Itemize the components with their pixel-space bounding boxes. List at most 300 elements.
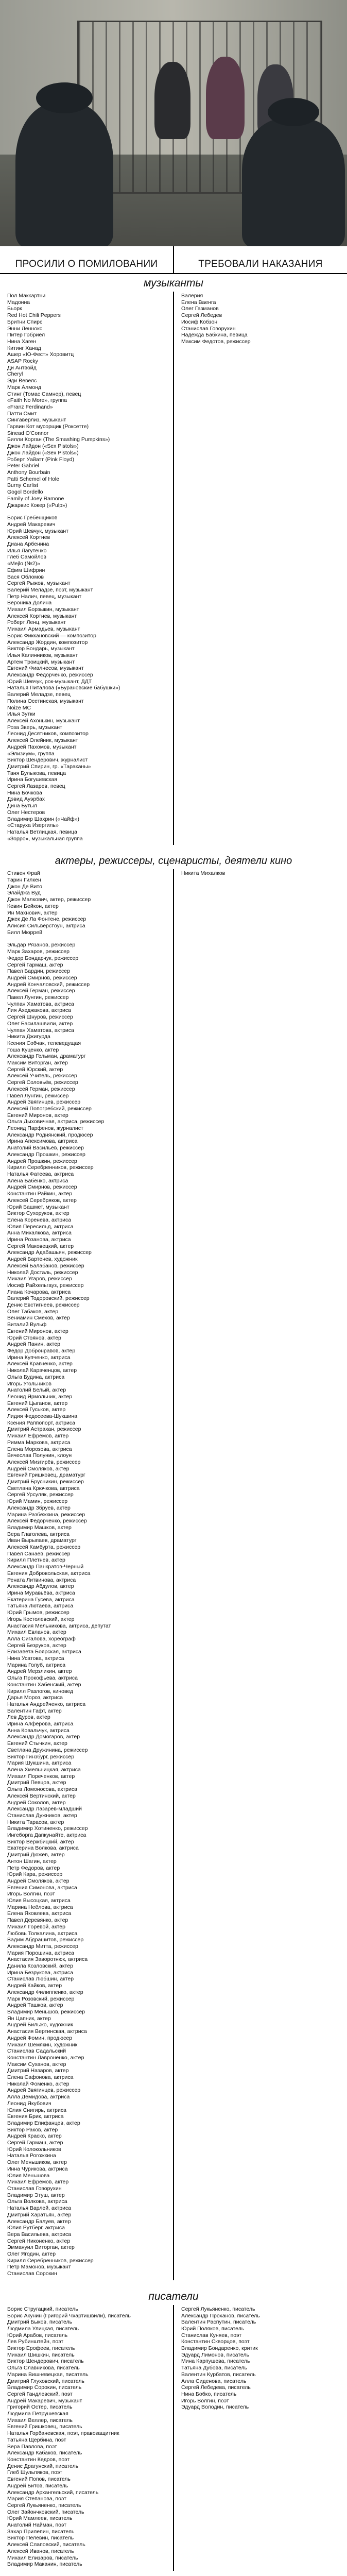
section-title: писатели [148, 2290, 199, 2302]
list-item: Александр Лазарев-младший [7, 1806, 82, 1812]
list-item: Таня Булыкова, певица [7, 770, 66, 776]
list-item: Чулпан Хаматова, актриса [7, 1001, 74, 1007]
list-item: Вениамин Смехов, актер [7, 1315, 70, 1321]
list-item: Станислав Любшин, актер [7, 1976, 74, 1982]
list-item: Тарин Гилкен [7, 877, 41, 884]
list-item: Алексей Серебряков, актер [7, 1197, 77, 1204]
list-item: Эдуард Володин, писатель [181, 2404, 249, 2411]
list-item: Петр Федоров, актер [7, 1865, 60, 1871]
list-item: Патти Смит [7, 410, 37, 417]
list-item: Кирилл Плетнев, актер [7, 1557, 65, 1564]
list-item: Павел Бардин, режиссер [7, 968, 70, 975]
list-item: Андрей Бартенев, художник [7, 1256, 78, 1263]
list-item: Сергей Рыжов, музыкант [7, 580, 71, 587]
list-item: Эммануил Виторган, актер [7, 2244, 75, 2251]
list-item: Дмитрий Назаров, актер [7, 2067, 69, 2074]
list-item: «Faith No More», группа [7, 397, 67, 404]
list-item: Рената Литвинова, актриса [7, 1577, 76, 1583]
list-item: Сергей Лебедева, писатель [181, 2384, 251, 2391]
officer-cap [268, 98, 319, 126]
list-item: Людмила Улицкая, писатель [7, 2325, 79, 2332]
list-item: Денис Драгунский, писатель [7, 2463, 79, 2469]
list-item: Наталья Фатеева, актриса [7, 1171, 74, 1177]
header-left: ПРОСИЛИ О ПОМИЛОВАНИИ [0, 246, 174, 273]
list-item: Ингеборга Дапкунайте, актриса [7, 1832, 86, 1839]
list-item: Александр Федорченко, режиссер [7, 672, 93, 679]
list-item: Алла Демидова, актриса [7, 2094, 70, 2100]
list-item: Татьяна Щербина, поэт [7, 2436, 66, 2443]
list-item: Алексей Федорченко, режиссер [7, 1518, 87, 1524]
list-item: Татьяна Лютаева, актриса [7, 1603, 74, 1609]
list-item: Сергей Никоненко, актер [7, 2238, 71, 2244]
list-item: Сергей Лукьяненко, писатель [7, 2502, 81, 2509]
list-item: Игорь Костолевский, актер [7, 1616, 75, 1622]
list-item: Олег Басилашвили, актер [7, 1020, 73, 1027]
list-item: Светлана Дружинина, режиссер [7, 1747, 88, 1753]
list-item: Элайджа Вуд [7, 890, 41, 896]
list-item: Андрей Пахомов, музыкант [7, 743, 77, 750]
list-item: Станислав Куняев, поэт [181, 2332, 242, 2338]
list-item: Gogol Bordello [7, 489, 43, 496]
list-item: Елена Сафонова, актриса [7, 2074, 74, 2081]
list-item: Леонид Десятников, композитор [7, 731, 89, 737]
list-item: Андрей Краско, актер [7, 2133, 62, 2140]
list-item: Лиана Кочарова, актриса [7, 1289, 71, 1295]
list-item: Владимир Этуш, актер [7, 2192, 65, 2198]
list-item: Сергей Лазарев, певец [7, 783, 65, 790]
list-item: Никита Михалков [181, 870, 225, 877]
list-item: Андрей Битов, писатель [7, 2482, 68, 2489]
list-item: Владимир Бондаренко, критик [181, 2345, 258, 2352]
list-item: Станислав Говорухин [7, 2185, 62, 2192]
list-item: Анастасия Вертинская, актриса [7, 2028, 87, 2035]
list-item: Елена Ваенга [181, 299, 216, 306]
list-item: Анна Ковальчук, актриса [7, 1727, 70, 1734]
list-item: Алексей Попогребский, режиссер [7, 1105, 92, 1112]
pardon-column [0, 2305, 174, 2571]
list-item: Чулпан Хаматова, актриса [7, 1027, 74, 1033]
list-item: Ирина Розанова, актриса [7, 1236, 71, 1243]
list-item: Вячеслав Полунин, клоун [7, 1452, 72, 1459]
list-item: Павел Санаев, режиссер [7, 1550, 71, 1557]
list-item: Наталья Варлей, актриса [7, 2205, 72, 2212]
list-item: Евгений Фиалнесов, музыкант [7, 665, 84, 672]
list-item: Михаил Евланов, актер [7, 1629, 66, 1636]
list-item: Дмитрий Брусникин, режиссер [7, 1479, 84, 1485]
list-item: Виктор Пелевин, писатель [7, 2535, 74, 2541]
list-item: Денис Евстигнеев, режиссер [7, 1302, 80, 1309]
list-item: Константин Райкин, актер [7, 1191, 73, 1197]
list-item: Илья Калинников, музыкант [7, 652, 78, 658]
list-item: Захар Прилепин, писатель [7, 2528, 75, 2535]
list-item: Михаил Борзыкин, музыкант [7, 606, 79, 613]
list-item: Алексей Иванов, писатель [7, 2548, 74, 2554]
list-item: Сергей Соловьёв, режиссер [7, 1079, 78, 1086]
list-item: Сергей Лукьяненко, писатель [181, 2306, 255, 2312]
list-item: Кирилл Серебренников, режиссер [7, 2257, 94, 2264]
list-item: Владимир Сорокин, писатель [7, 2384, 82, 2391]
list-item: Ольга Славникова, писатель [7, 2365, 80, 2371]
list-item: Алексей Гуськов, актер [7, 1406, 66, 1413]
list-item: Алексей Ахонькин, музыкант [7, 718, 80, 724]
list-item: Александр Домогаров, актер [7, 1734, 80, 1740]
list-item: Алексей Вертинский, актер [7, 1792, 76, 1799]
list-item: Бритни Спирс [7, 318, 43, 325]
list-item: Михаил Армадьев, музыкант [7, 626, 80, 633]
list-item: Сергей Лебедев [181, 312, 222, 319]
list-item: Михаил Елизаров, писатель [7, 2554, 78, 2561]
list-item: Энни Леннокс [7, 325, 43, 332]
list-item: Наталья Андрейченко, актриса [7, 1701, 86, 1707]
list-item: Андрей Мерзликин, актер [7, 1668, 72, 1675]
list-item: Любовь Толкалина, актриса [7, 1930, 78, 1937]
list-item: Юрий Арабов, писатель [7, 2332, 68, 2338]
list-item: Дмитрий Астрахан, режиссер [7, 1426, 81, 1433]
list-item: Вероника Долина [7, 600, 52, 606]
list-item: Алена Бабенко, актриса [7, 1177, 68, 1184]
list-item: Михаил Горевой, актер [7, 1923, 65, 1930]
list-item: Алла Сигалова, хореограф [7, 1635, 76, 1642]
list-item: Константин Лавроненко, актер [7, 2054, 84, 2061]
list-item: Марина Разбежкина, режиссер [7, 1511, 85, 1518]
list-item: Александр Абдулов, актер [7, 1583, 74, 1590]
list-item: Валерий Меладзе, певец [7, 691, 71, 698]
list-item: Юлия Снигирь, актриса [7, 2107, 66, 2113]
list-item: Валентин Распутин, писатель [181, 2319, 256, 2326]
list-item: Дина Бутыл [7, 803, 37, 809]
list-item: Владимир Шахрин («Чайф») [7, 816, 79, 822]
list-item: Юрий Башмет, музыкант [7, 1204, 70, 1210]
list-item: Николай Досталь, режиссер [7, 1269, 78, 1276]
list-item: Марина Вишневецкая, писатель [7, 2371, 89, 2378]
list-item: Мария Шукшина, актриса [7, 1760, 72, 1767]
list-item: Ирина Алфёрова, актриса [7, 1721, 74, 1727]
list-item: Нина Хаген [7, 338, 37, 345]
list-item: Станислав Сорокин [7, 2270, 57, 2277]
list-item: Юрий Стоянов, актер [7, 1334, 61, 1341]
list-item: Алексей Кортнев, музыкант [7, 613, 77, 619]
list-item: Peter Gabriel [7, 463, 39, 469]
punish-column [174, 292, 347, 845]
list-item: Кевин Бейкон, актер [7, 903, 59, 909]
list-item: Павел Лунгин, режиссер [7, 994, 69, 1001]
list-item: Владимир Маканин, писатель [7, 2561, 82, 2568]
list-item: Никита Тарасов, актер [7, 1819, 64, 1825]
list-item: Виктор Шендерович, журналист [7, 757, 88, 764]
list-item: Билл Мюррей [7, 929, 42, 936]
list-item: Дмитрий Дюжев, актер [7, 1852, 65, 1858]
section-columns [0, 2305, 347, 2571]
list-item: Юлия Высоцкая, актриса [7, 1897, 71, 1904]
list-item: Иван Вырыпаев, драматург [7, 1537, 77, 1544]
list-item: Алексей Герман, режиссер [7, 1086, 75, 1092]
list-item: Лидия Федосеева-Шукшина [7, 1413, 78, 1420]
section-separator [0, 2280, 347, 2287]
list-item: Евгений Попов, писатель [7, 2476, 71, 2483]
list-item: Елена Яковлева, актриса [7, 1910, 72, 1917]
list-item: Павел Деревянко, актер [7, 1917, 68, 1924]
list-item: Виктор Шендерович, писатель [7, 2358, 84, 2365]
list-item: Юрий Грымов, режиссер [7, 1609, 70, 1616]
officer-figure [15, 103, 113, 246]
list-item: Алексей Кравченко, актер [7, 1361, 73, 1367]
list-item: Андрей Макаревич, музыкант [7, 2397, 82, 2404]
list-item: Полина Осетинская, музыкант [7, 698, 84, 704]
list-item: Марина Голуб, актриса [7, 1662, 66, 1668]
list-item: Билли Корган (The Smashing Pumpkins») [7, 436, 110, 443]
list-item: Red Hot Chili Peppers [7, 312, 61, 319]
list-item: «Mejlo (№2)» [7, 561, 40, 567]
list-item: Максим Виторган, актер [7, 1060, 68, 1066]
list-item: Сингаверлиз, музыкант [7, 417, 66, 423]
list-item: Евгений Гришковец, писатель [7, 2424, 82, 2430]
list-item: Константин Кедров, поэт [7, 2456, 70, 2463]
list-item: Юлия Рутберг, актриса [7, 2225, 65, 2231]
list-item: Михаил Пореченков, актер [7, 1773, 75, 1780]
list-gap [7, 509, 169, 515]
list-item: «Старуха Изергиль» [7, 822, 59, 829]
list-item: Федор Бондарчук, режиссер [7, 955, 79, 961]
list-item: Виктор Бондарь, музыкант [7, 646, 75, 652]
list-item: ASAP Rocky [7, 358, 38, 365]
list-item: Максим Суханов, актер [7, 2061, 66, 2067]
list-item: Алексей Слаповский, писатель [7, 2541, 85, 2548]
list-item: Алексей Герман, режиссер [7, 988, 75, 994]
list-item: Андрей Панин, актер [7, 1341, 60, 1348]
list-item: Татьяна Дубова, писатель [181, 2365, 247, 2371]
section-title: музыканты [144, 277, 203, 289]
list-item: Светлана Крючкова, актриса [7, 1485, 80, 1492]
list-item: Евгений Миронов, актер [7, 1328, 68, 1334]
list-item: Григорий Остер, писатель [7, 2404, 73, 2411]
list-item: Владимир Меньшов, режиссер [7, 2009, 85, 2015]
list-item: Дмитрий Быков, писатель [7, 2319, 73, 2326]
list-item: Sinead O'Connor [7, 430, 49, 436]
list-item: Александр Роднянский, продюсер [7, 1131, 93, 1138]
list-item: Анна Михалкова, актриса [7, 1230, 72, 1236]
list-item: Евгений Цыганов, актер [7, 1400, 68, 1406]
list-item: Ирина Купченко, актриса [7, 1354, 71, 1361]
list-item: Евгения Симонова, актриса [7, 1884, 77, 1891]
list-item: Сергей Гармаш, актер [7, 961, 63, 968]
list-item: Станислав Дужников, актер [7, 1812, 77, 1819]
list-item: Петр Налич, певец, музыкант [7, 593, 82, 600]
list-item: Илья Лагутенко [7, 547, 47, 554]
section-columns [0, 869, 347, 2280]
list-item: Юлия Меньшова [7, 2172, 50, 2179]
list-item: Вера Глаголева, актриса [7, 1531, 70, 1537]
list-item: Андрей Кончаловский, режиссер [7, 981, 90, 988]
list-item: Римма Маркова, актриса [7, 1439, 71, 1446]
list-item: Борис Фиккановский — композитор [7, 632, 96, 639]
list-item: Людмила Петрушевская [7, 2411, 68, 2417]
punish-column [174, 869, 347, 2280]
list-item: Валентин Курбатов, писатель [181, 2371, 256, 2378]
list-item: Дмитрий Харатьян, актер [7, 2211, 72, 2218]
list-item: Андрей Звягинцев, режиссер [7, 1099, 81, 1106]
list-item: Алексей Балабанов, режиссер [7, 1262, 84, 1269]
section-columns [0, 292, 347, 845]
list-item: Ксения Раппопорт, актриса [7, 1419, 75, 1426]
list-item: Игорь Волгин, поэт [7, 1891, 55, 1897]
list-item: Игорь Волгин, поэт [181, 2397, 229, 2404]
list-item: Наталья Рогожкина [7, 2153, 56, 2159]
list-item: Виктор Ерофеев, писатель [7, 2345, 75, 2352]
list-item: Алексей Кортнев [7, 534, 50, 541]
list-item: Николай Караченцов, актер [7, 1367, 77, 1374]
list-item: Глеб Самойлов [7, 554, 47, 561]
list-item: Анастасия Заворотнюк, актриса [7, 1956, 88, 1963]
list-item: Александр Збруев, актер [7, 1504, 71, 1511]
list-item: Ольга Волкова, актриса [7, 2198, 67, 2205]
list-item: Михаил Шемякин, художник [7, 2041, 78, 2048]
list-item: Алена Хмельницкая, актриса [7, 1766, 81, 1773]
list-item: Андрей Смоляков, актер [7, 1465, 70, 1472]
list-item: Александр Кабаков, писатель [7, 2450, 82, 2456]
list-item: Джон Лайдон («Sex Pistols») [7, 443, 79, 450]
list-item: Олег Табаков, актер [7, 1308, 59, 1315]
list-item: Ольга Прокофьева, актриса [7, 1675, 78, 1682]
list-item: Дэвид Ауэрбах [7, 796, 45, 803]
list-item: Наталья Питалова («Бурановские бабушки») [7, 685, 120, 691]
list-item: Лия Ахеджакова, актриса [7, 1007, 71, 1014]
list-item: Евгения Брик, актриса [7, 2113, 64, 2120]
list-item: Ди Антвойд [7, 364, 37, 371]
list-item: Виктор Вержбицкий, актер [7, 1838, 74, 1845]
list-item: Ирина Апексимова, актриса [7, 1138, 78, 1145]
list-item: Мина Карпушева, писатель [181, 2358, 250, 2365]
list-item: Александр Балуев, актер [7, 2218, 71, 2225]
list-item: Елена Морозова, актриса [7, 1446, 72, 1452]
list-item: Юрий Шевчук, музыкант [7, 528, 69, 534]
list-item: Ашер «Ю-Фест» Хоровитц [7, 351, 74, 358]
list-item: Леонид Ярмольник, актер [7, 1393, 73, 1400]
list-item: Константин Хабенский, актер [7, 1681, 81, 1688]
list-item: Андрей Прошкин, режиссер [7, 1158, 77, 1164]
list-item: Алексей Мизгирёв, режиссер [7, 1459, 81, 1465]
list-item: Михаил Ефремов, актер [7, 1433, 69, 1439]
list-item: Гарвин Кот мусорщик (Роксетте) [7, 423, 89, 430]
list-item: Дмитрий Спирин, гр. «Тараканы» [7, 763, 91, 770]
list-item: Алексей Олейник, музыкант [7, 737, 78, 744]
list-item: Сергей Юрский, актер [7, 1066, 63, 1073]
list-item: Марк Алмонд [7, 384, 42, 391]
list-item: Борис Стругацкий, писатель [7, 2306, 78, 2312]
list-item: Виктор Гинзбург, режиссер [7, 1753, 75, 1760]
list-item: Инна Чурикова, актриса [7, 2165, 68, 2172]
list-item: Станислав Садальский [7, 2048, 66, 2055]
list-item: Дмитрий Певцов, актер [7, 1780, 66, 1786]
list-item: Роза Зверь, музыкант [7, 724, 62, 731]
list-item: Николай Фоменко, актер [7, 2080, 70, 2087]
list-item: Алексей Камбурта, режиссер [7, 1544, 81, 1551]
list-item: Александр Проханов, писатель [181, 2312, 260, 2319]
header-right: ТРЕБОВАЛИ НАКАЗАНИЯ [198, 259, 323, 269]
list-item: Евгений Гришковец, драматург [7, 1472, 85, 1479]
list-item: Андрей Бильжо, художник [7, 2022, 73, 2028]
list-item: Владимир Хотиненко, режиссер [7, 1825, 88, 1832]
list-item: Джарвис Кокер («Pulp») [7, 502, 67, 509]
list-item: Борис Гребенщиков [7, 515, 58, 521]
list-item: Джон Де Вито [7, 883, 42, 890]
list-item: Иосиф Кобзон [181, 318, 218, 325]
list-item: Роберт Уайатт (Pink Floyd) [7, 456, 74, 463]
list-item: Пол Маккартни [7, 293, 46, 299]
list-item: Максим Федотов, режиссер [181, 338, 251, 345]
list-item: Юрий Кара, режиссер [7, 1871, 63, 1878]
list-item: Вера Павлова, поэт [7, 2443, 57, 2450]
defendant-figure [154, 62, 190, 139]
list-item: Олег Нестеров [7, 809, 45, 816]
list-item: Юрий Колокольников [7, 2146, 61, 2153]
list-item: Владимир Машков, актер [7, 1524, 72, 1531]
list-item: Юлия Пересильд, актриса [7, 1223, 74, 1230]
list-item: Юрий Мамлеев, писатель [7, 2515, 73, 2522]
defendant-figure [206, 57, 245, 139]
list-item: Олег Газманов [181, 306, 219, 312]
pardon-column [0, 869, 174, 2280]
list-item: Джон Малкович, актер, режиссер [7, 896, 91, 903]
list-item: Кирилл Серебренников, режиссер [7, 1164, 94, 1171]
section-separator [0, 2571, 347, 2576]
header-row [0, 246, 347, 274]
officer-figure [242, 118, 345, 246]
list-item: Евгений Стычкин, актер [7, 1740, 67, 1747]
section-title: актеры, режиссеры, сценаристы, деятели кино [55, 855, 292, 867]
list-item: Анатолий Васильев, режиссер [7, 1145, 84, 1151]
list-item: Андрей Смоляков, актер [7, 1877, 70, 1884]
list-item: Анатолий Найман, поэт [7, 2522, 66, 2529]
list-item: Марина Неёлова, актриса [7, 1904, 73, 1910]
list-item: Никита Джигурда [7, 1033, 50, 1040]
list-item: «Franz Ferdinand» [7, 403, 53, 410]
list-item: Станислав Говорухин [181, 325, 236, 332]
list-item: Сергей Маковецкий, актер [7, 1243, 74, 1249]
list-item: Ян Цапник, актер [7, 2015, 51, 2022]
list-item: Сергей Урсуляк, режиссер [7, 1492, 74, 1498]
list-item: Александр Митта, режиссер [7, 1943, 78, 1950]
list-item: Марк Розовский, режиссер [7, 1995, 75, 2002]
list-gap [7, 936, 169, 942]
list-item: Андрей Макаревич [7, 521, 56, 528]
list-item: Джон Лайдон («Sex Pistols») [7, 449, 79, 456]
list-item: Иосиф Райхельгауз, режиссер [7, 1282, 84, 1289]
list-item: Cheryl [7, 371, 23, 378]
list-item: Елена Коренева, актриса [7, 1216, 72, 1223]
list-item: Юрий Мамин, режиссер [7, 1498, 68, 1505]
list-item: Валентин Гафт, актер [7, 1707, 62, 1714]
list-item: Андрей Смирнов, режиссер [7, 974, 77, 981]
list-item: Екатерина Волкова, актриса [7, 1845, 79, 1852]
list-item: Вадим Абдрашитов, режиссер [7, 1937, 84, 1943]
list-item: Noize MC [7, 704, 31, 711]
list-item: Александр Панкратов-Черный [7, 1564, 84, 1570]
list-item: Виктор Раков, актер [7, 2126, 58, 2133]
pardon-column [0, 292, 174, 845]
list-item: Anthony Bourbain [7, 469, 50, 476]
list-item: Гоша Куценко, актер [7, 1046, 59, 1053]
list-item: Лев Рубинштейн, поэт [7, 2338, 64, 2345]
list-item: Валерий Тодоровский, режиссер [7, 1295, 90, 1302]
list-item: Роберт Ленц, музыкант [7, 619, 66, 626]
list-item: Ольга Будина, актриса [7, 1374, 65, 1380]
list-item: Олег Меньшиков, актер [7, 2159, 67, 2166]
list-item: Анатолий Белый, актер [7, 1387, 66, 1394]
list-item: Федор Добронравов, актер [7, 1347, 76, 1354]
list-item: Ольга Ломоносова, актриса [7, 1786, 77, 1793]
list-item: Анастасия Мельникова, актриса, депутат [7, 1622, 111, 1629]
list-item: Игорь Угольников [7, 1380, 52, 1387]
